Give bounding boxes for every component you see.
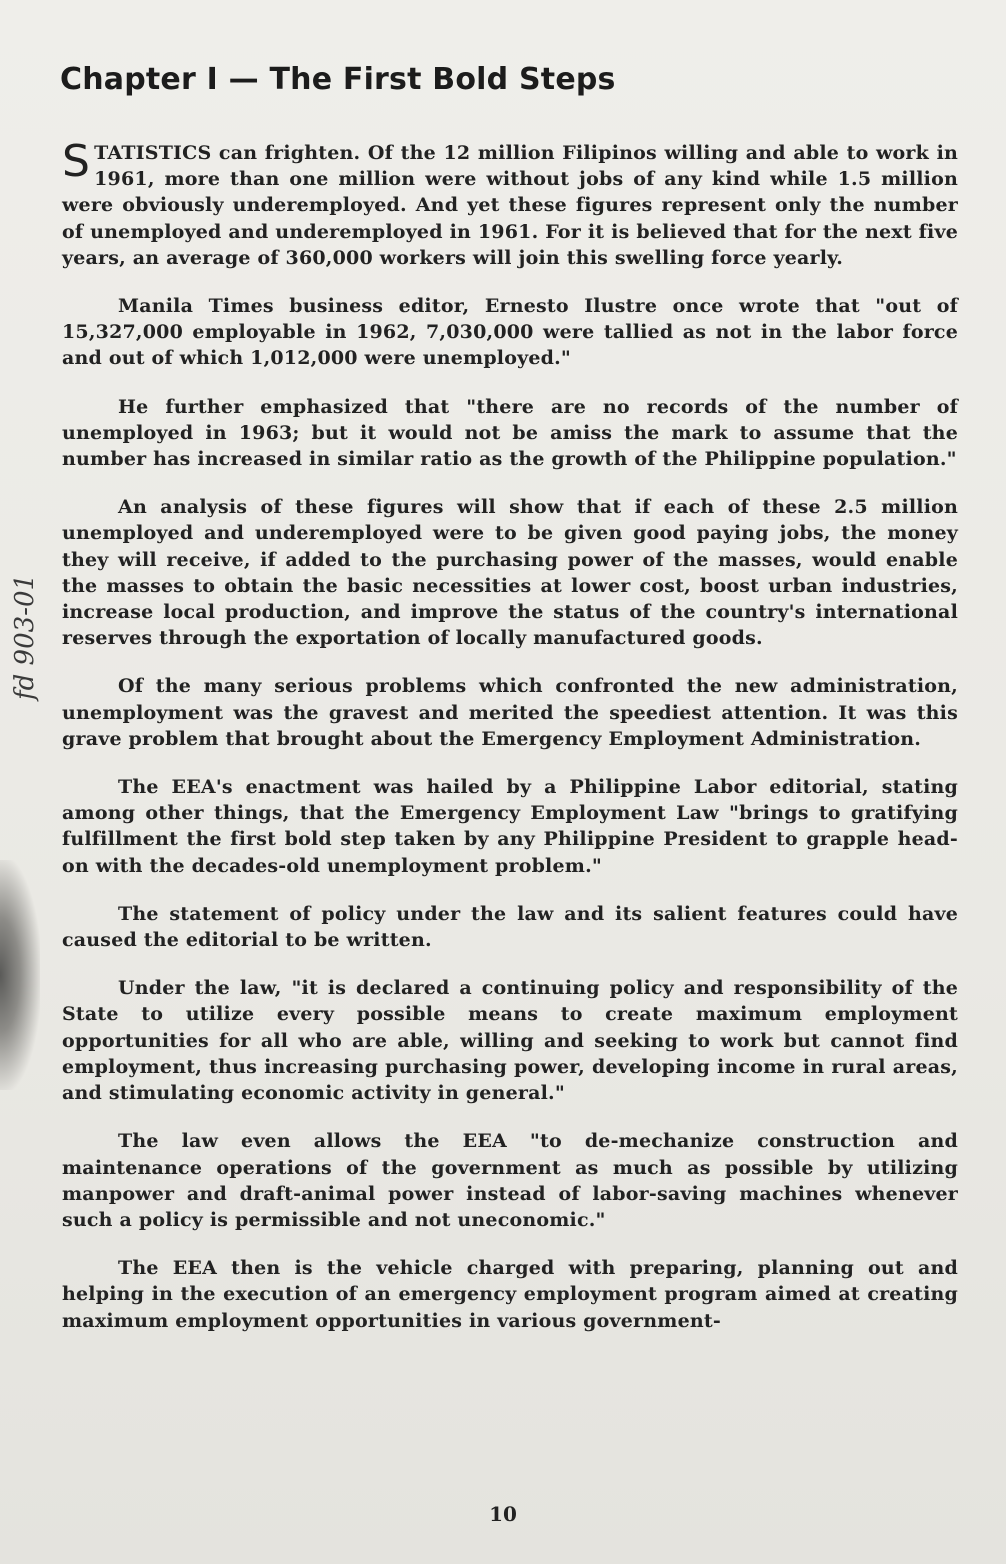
paragraph-5: Of the many serious problems which confronted the new administration, unemployment was the gravest and merited the speediest attention. It was this grave problem that brought about the Emergency Employment Administration. xyxy=(62,675,958,750)
paragraph-1 xyxy=(62,136,958,271)
paragraph-3: He further emphasized that "there are no records of the number of unemployed in 1963; but it would not be amiss the mark to assume that the number has increased in similar ratio as the growth of the Philippine population." xyxy=(62,395,958,471)
paragraph-8: Under the law, "it is declared a continuing policy and responsibility of the State to utilize every possible means to create maximum employment opportunities for all who are able, willing and seeking to work but cannot find employment, thus increasing purchasing power, developing income in rural areas, and stimulating economic activity in general." xyxy=(62,977,958,1105)
paragraph-4: An analysis of these figures will show that if each of these 2.5 million unemployed and underemployed were to be given good paying jobs, the money they will receive, if added to the purchasing power of the masses, would enable the masses to obtain the basic necessities at lower cost, boost urban industries, increase local production, and improve the status of the country's international reserves through the exportation of locally manufactured goods. xyxy=(62,496,958,650)
paragraph-9: The law even allows the EEA "to de-mechanize construction and maintenance operations of the government as much as possible by utilizing manpower and draft-animal power instead of labor-saving machines whenever such a policy is permissible and not uneconomic." xyxy=(62,1130,958,1231)
page-edge-shadow xyxy=(0,860,40,1090)
paragraph-7: The statement of policy under the law and its salient features could have caused the editorial to be written. xyxy=(62,902,958,952)
paragraph-1-text: TATISTICS can frighten. Of the 12 million Filipinos willing and able to work in 1961, more than one million were without jobs of any kind while 1.5 million were obviously underemployed. And yet these figures represent only the number of unemployed and underemployed in 1961. For it is believed that for the next five years, an average of 360,000 workers will join this swelling force yearly. xyxy=(62,142,958,269)
handwritten-margin-note: fd 903-01 xyxy=(10,573,40,700)
page-number: 10 xyxy=(489,1502,517,1526)
body-text xyxy=(62,136,958,1356)
drop-cap: S xyxy=(62,136,91,187)
paragraph-2: Manila Times business editor, Ernesto Ilustre once wrote that "out of 15,327,000 employable in 1962, 7,030,000 were tallied as not in the labor force and out of which 1,012,000 were unemployed." xyxy=(62,295,958,370)
paragraph-6: The EEA's enactment was hailed by a Philippine Labor editorial, stating among other things, that the Emergency Employment Law "brings to gratifying fulfillment the first bold step taken by any Philippine President to grapple head-on with the decades-old unemployment problem." xyxy=(62,776,958,877)
paragraph-10: The EEA then is the vehicle charged with preparing, planning out and helping in the execution of an emergency employment program aimed at creating maximum employment opportunities in various government- xyxy=(62,1257,958,1332)
chapter-title: Chapter I — The First Bold Steps xyxy=(60,62,616,97)
